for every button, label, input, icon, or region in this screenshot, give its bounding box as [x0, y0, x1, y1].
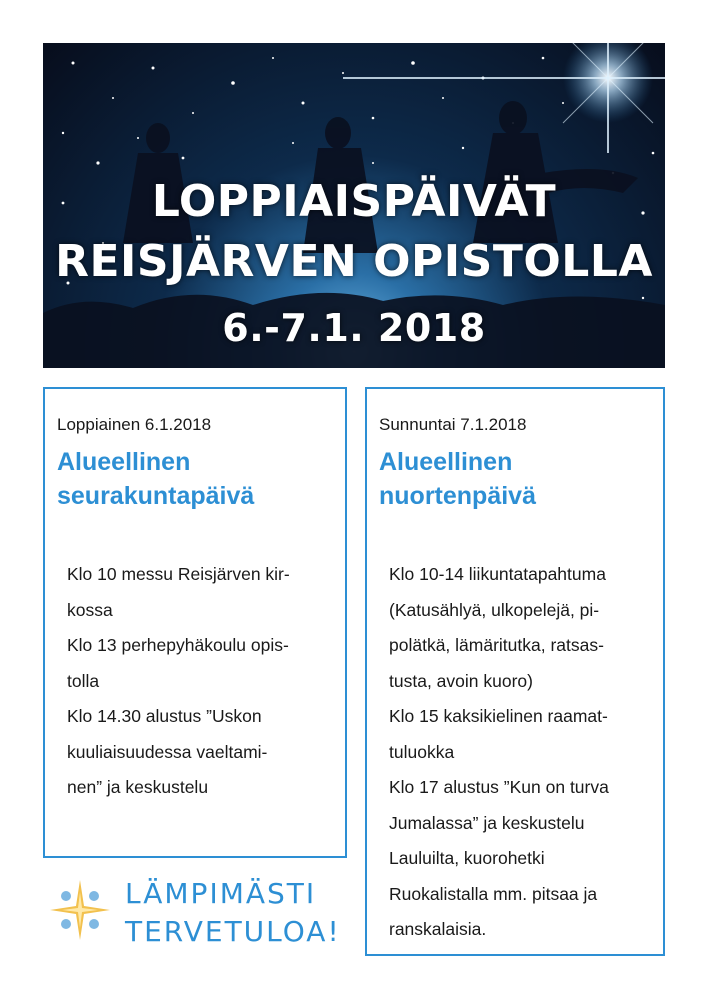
welcome-line: TERVETULOA! [125, 915, 341, 948]
schedule-line: Klo 15 kaksikielinen raamat- [389, 706, 608, 726]
welcome-text [125, 875, 341, 951]
banner-title-line1: LOPPIAISPÄIVÄT [151, 176, 557, 227]
heading-line: Alueellinen [379, 448, 513, 476]
star-logo-icon [48, 878, 112, 942]
schedule-line: Klo 17 alustus ”Kun on turva [389, 777, 609, 797]
schedule-line: Klo 13 perhepyhäkoulu opis- [67, 635, 289, 655]
schedule-line: kuuliaisuudessa vaeltami- [67, 741, 268, 762]
schedule-line: Klo 10 messu Reisjärven kir- [67, 564, 290, 584]
schedule-line: (Katusählyä, ulkopelejä, pi- [389, 599, 600, 620]
schedule-line: polätkä, lämäritutka, ratsas- [389, 635, 604, 655]
program-heading [57, 445, 337, 513]
program-schedule [67, 557, 342, 806]
day-label: Sunnuntai 7.1.2018 [379, 415, 527, 434]
schedule-line: tolla [67, 670, 100, 691]
welcome-line: LÄMPIMÄSTI [125, 877, 317, 910]
program-box-saturday [43, 387, 347, 858]
schedule-line: tuluokka [389, 741, 455, 762]
schedule-line: tusta, avoin kuoro) [389, 670, 533, 691]
heading-line: seurakuntapäivä [57, 482, 255, 510]
schedule-line: Jumalassa” ja keskustelu [389, 812, 585, 833]
schedule-line: Ruokalistalla mm. pitsaa ja [389, 883, 598, 904]
heading-line: nuortenpäivä [379, 482, 536, 510]
banner-title-line2: REISJÄRVEN OPISTOLLA [55, 236, 653, 287]
schedule-line: Klo 14.30 alustus ”Uskon [67, 706, 262, 726]
schedule-line: kossa [67, 599, 113, 620]
schedule-line: nen” ja keskustelu [67, 777, 209, 797]
schedule-line: Klo 10-14 liikuntatapahtuma [389, 564, 606, 584]
schedule-line: Lauluilta, kuorohetki [389, 848, 545, 868]
banner-dates: 6.-7.1. 2018 [222, 306, 486, 350]
day-label: Loppiainen 6.1.2018 [57, 415, 212, 434]
heading-line: Alueellinen [57, 448, 191, 476]
program-schedule [389, 557, 664, 948]
schedule-line: ranskalaisia. [389, 919, 487, 939]
program-box-sunday [365, 387, 665, 956]
program-heading [379, 445, 659, 513]
banner-image [43, 43, 665, 368]
